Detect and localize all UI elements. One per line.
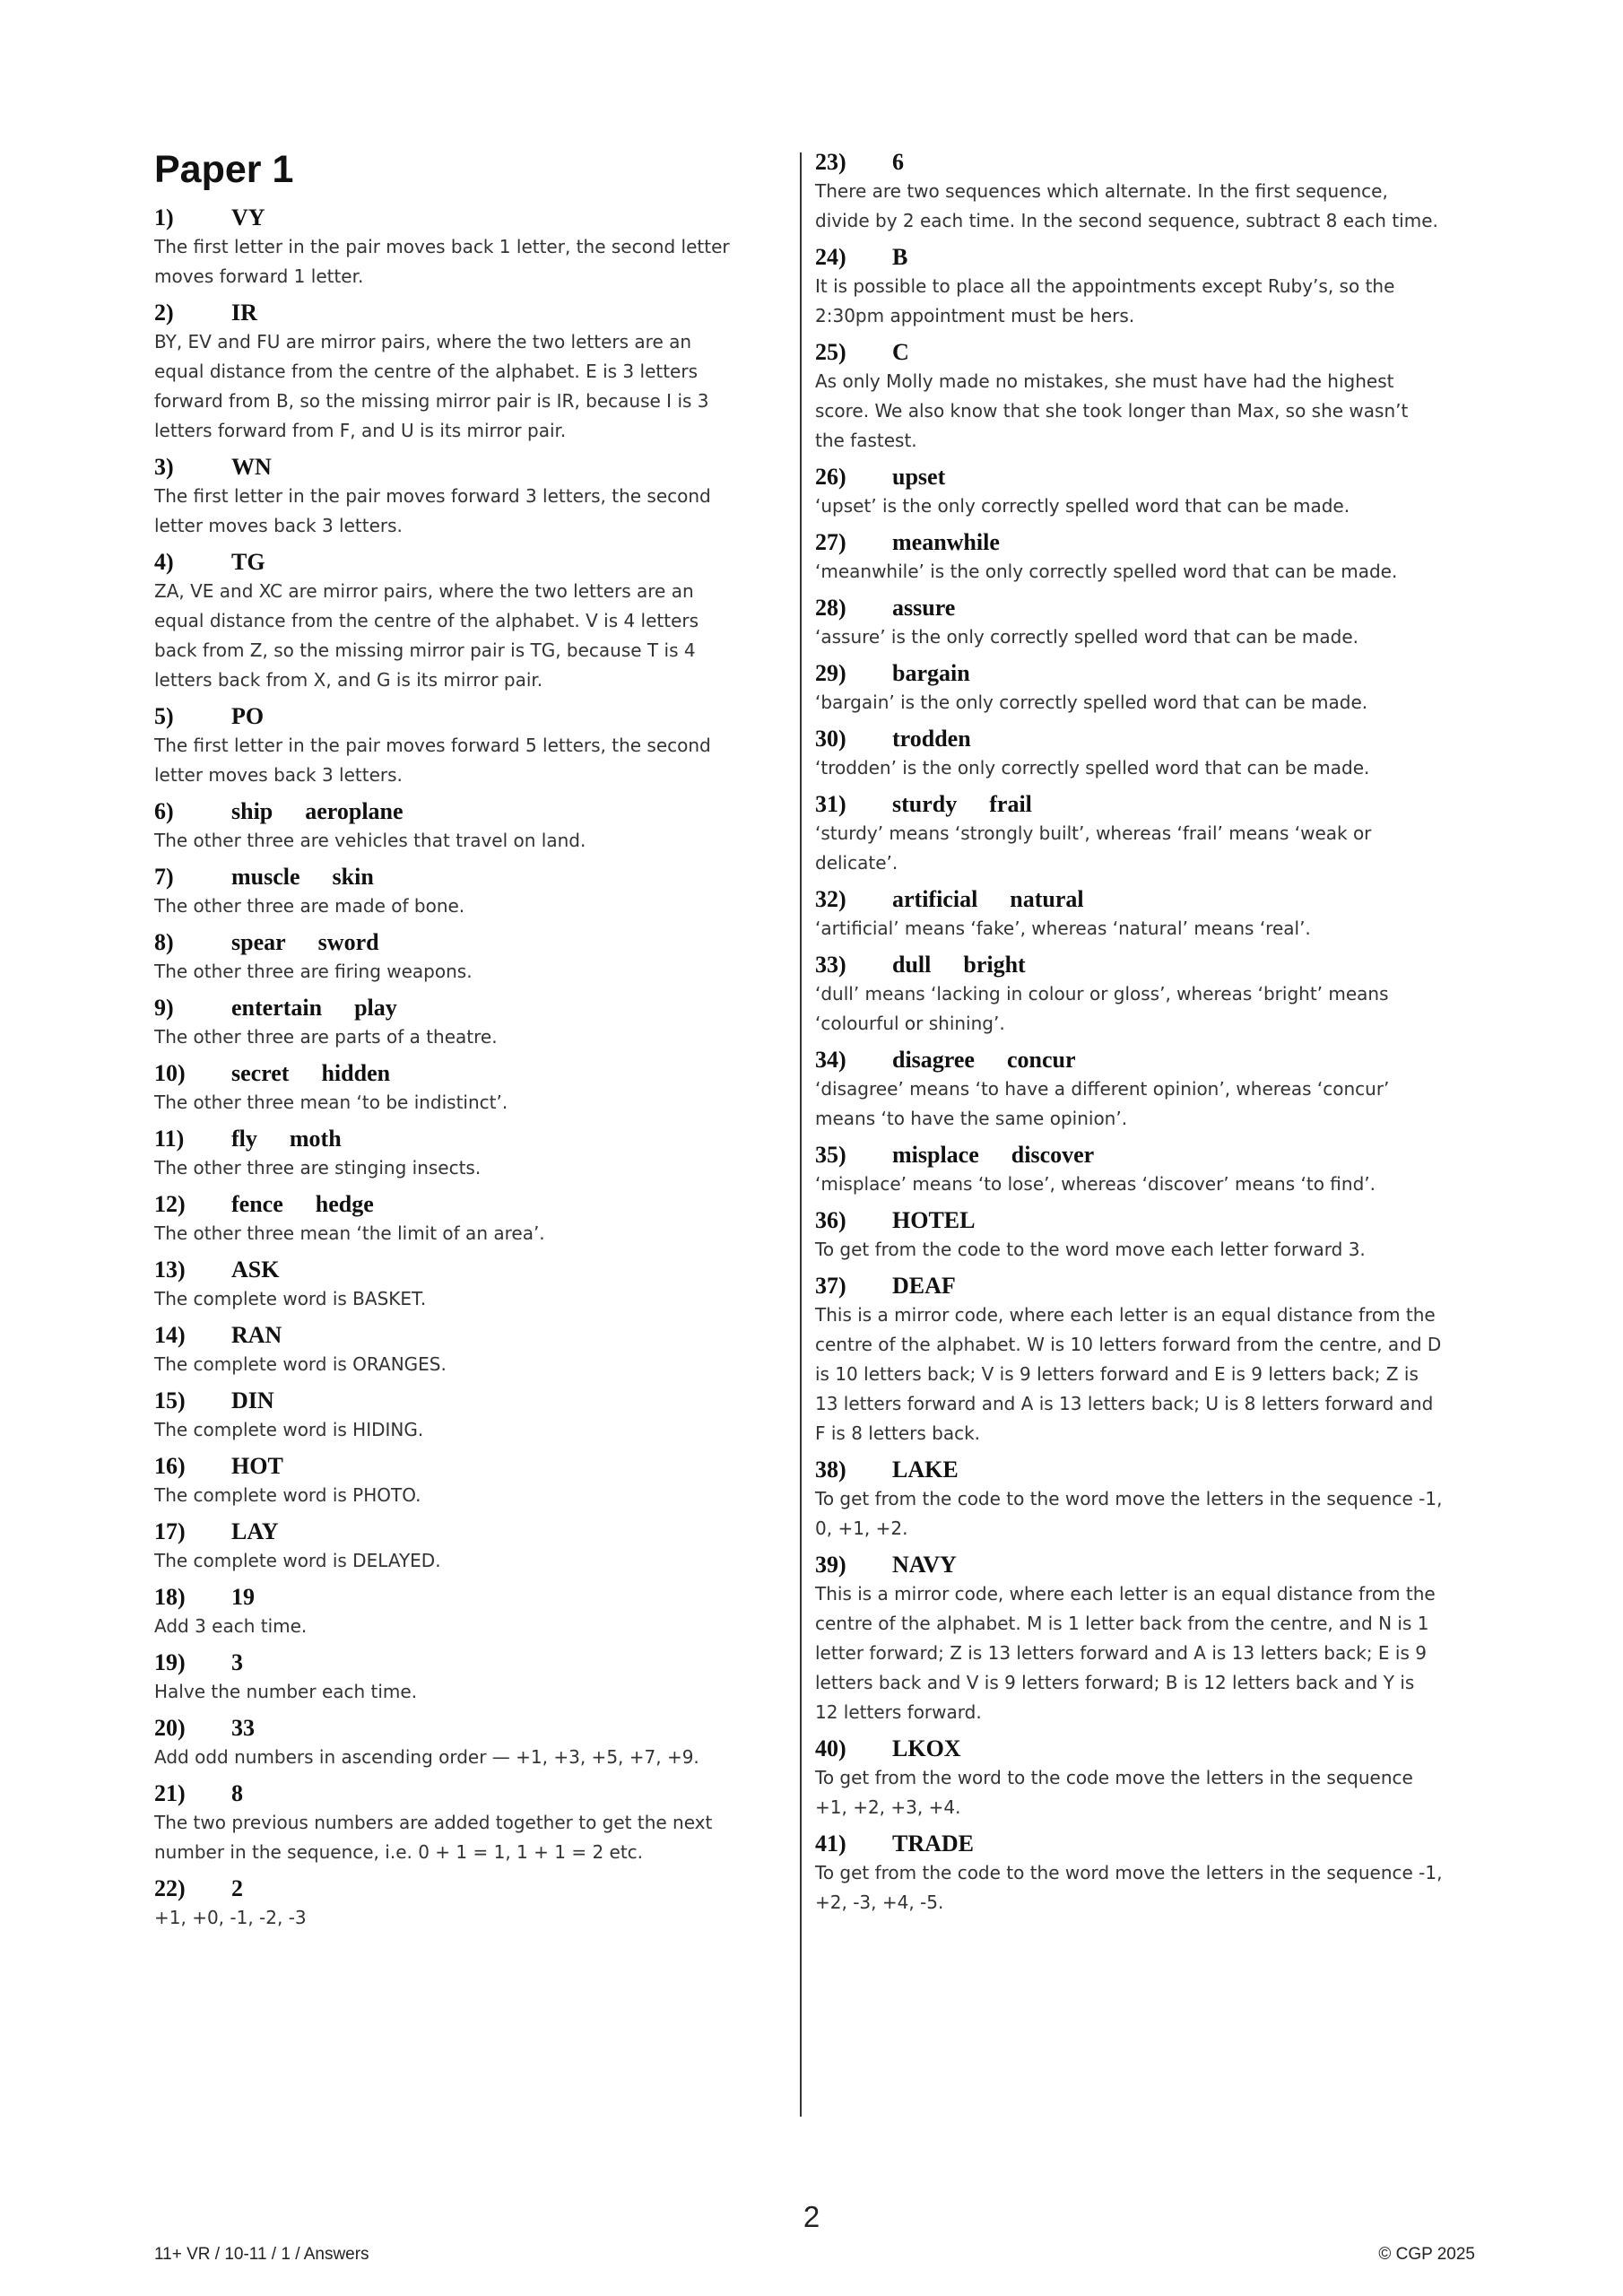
answer-heading	[815, 594, 1443, 622]
answer-heading	[154, 863, 746, 891]
answer-explanation: The first letter in the pair moves back 1 letter, the second letter moves forward 1 letter.	[154, 236, 730, 287]
answer-explanation: ‘bargain’ is the only correctly spelled word that can be made.	[815, 691, 1368, 713]
answer-heading	[815, 243, 1443, 272]
answer-explanation: ‘disagree’ means ‘to have a different opinion’, whereas ‘concur’ means ‘to have the same opinion’.	[815, 1078, 1390, 1129]
answer-heading	[154, 797, 746, 826]
answer-heading	[154, 1190, 746, 1219]
question-number: 40)	[815, 1735, 846, 1761]
question-number: 7)	[154, 864, 174, 890]
answer-item	[154, 1059, 746, 1118]
answer-heading	[154, 299, 746, 327]
answer-explanation: The complete word is DELAYED.	[154, 1550, 441, 1571]
question-number: 3)	[154, 454, 174, 480]
answer-word: B	[892, 244, 908, 270]
footer-copyright: © CGP 2025	[1378, 2245, 1475, 2264]
answer-item	[815, 725, 1443, 783]
question-number: 25)	[815, 339, 846, 365]
answer-heading	[154, 1321, 746, 1350]
answer-explanation: The two previous numbers are added together to get the next number in the sequence, i.e. 0 + 1 = 1, 1 + 1 = 2 etc.	[154, 1812, 713, 1863]
answer-item	[815, 1830, 1443, 1918]
answer-item	[154, 1518, 746, 1576]
answer-heading	[815, 1206, 1443, 1235]
question-number: 14)	[154, 1322, 186, 1348]
answer-explanation: The first letter in the pair moves forward 5 letters, the second letter moves back 3 letters.	[154, 735, 711, 786]
question-number: 39)	[815, 1552, 846, 1578]
answer-item	[815, 1272, 1443, 1448]
answer-heading	[154, 1714, 746, 1743]
question-number: 18)	[154, 1584, 186, 1610]
answer-word: ASK	[231, 1257, 280, 1283]
answer-item	[815, 148, 1443, 236]
answer-heading	[154, 994, 746, 1022]
answer-item	[154, 1387, 746, 1445]
answer-word: muscle	[231, 864, 300, 890]
answer-item	[815, 1735, 1443, 1822]
question-number: 36)	[815, 1207, 846, 1233]
answer-explanation: ‘meanwhile’ is the only correctly spelled word that can be made.	[815, 561, 1398, 582]
column-divider	[800, 152, 802, 2117]
answer-heading	[815, 1551, 1443, 1579]
answer-item	[815, 659, 1443, 718]
answer-heading	[815, 885, 1443, 914]
answer-word: moth	[289, 1126, 342, 1152]
answer-explanation: The other three mean ‘the limit of an area’.	[154, 1222, 545, 1244]
answer-word: disagree	[892, 1047, 975, 1073]
answer-heading	[154, 1452, 746, 1481]
answer-item	[815, 1551, 1443, 1727]
question-number: 17)	[154, 1518, 186, 1544]
question-number: 31)	[815, 791, 846, 817]
answer-heading	[815, 1141, 1443, 1170]
answer-explanation: The other three are made of bone.	[154, 895, 465, 917]
question-number: 23)	[815, 149, 846, 175]
question-number: 19)	[154, 1649, 186, 1675]
answer-item	[815, 528, 1443, 587]
answer-word: hidden	[321, 1060, 391, 1086]
answer-word: LKOX	[892, 1735, 961, 1761]
answer-heading	[154, 928, 746, 957]
answer-word: TG	[231, 549, 265, 575]
question-number: 12)	[154, 1191, 186, 1217]
question-number: 38)	[815, 1457, 846, 1483]
answer-explanation: This is a mirror code, where each letter is an equal distance from the centre of the alphabet. W is 10 letters forward from the centre, and D is 10 letters back; V is 9 letters forward and E is 9 letters back; Z is 13 letters forward and A is 13 letters back; U is 8 letters forward and F is 8 letters back.	[815, 1304, 1442, 1444]
answer-explanation: ‘artificial’ means ‘fake’, whereas ‘natural’ means ‘real’.	[815, 918, 1311, 939]
answer-heading	[815, 659, 1443, 688]
answer-item	[815, 1141, 1443, 1199]
answer-word: NAVY	[892, 1552, 957, 1578]
answer-item	[154, 1583, 746, 1641]
answer-explanation: ‘upset’ is the only correctly spelled word that can be made.	[815, 495, 1350, 517]
answer-word: sword	[317, 929, 379, 955]
answer-explanation: Add odd numbers in ascending order — +1, +3, +5, +7, +9.	[154, 1746, 699, 1768]
answer-explanation: The complete word is HIDING.	[154, 1419, 424, 1440]
answer-word: C	[892, 339, 909, 365]
answer-heading	[815, 790, 1443, 819]
answer-explanation: This is a mirror code, where each letter is an equal distance from the centre of the alphabet. M is 1 letter back from the centre, and N is 1 letter forward; Z is 13 letters forward and A is 13 letters back; E is 9 letters back and V is 9 letters forward; B is 12 letters back and Y is 12 letters forward.	[815, 1583, 1436, 1723]
answer-word: artificial	[892, 886, 978, 912]
answer-item	[815, 243, 1443, 331]
answer-word: assure	[892, 595, 956, 621]
answer-item	[815, 1456, 1443, 1544]
answer-word: frail	[989, 791, 1032, 817]
answer-item	[154, 928, 746, 987]
answer-word: dull	[892, 952, 932, 978]
answer-item	[815, 885, 1443, 944]
answer-word: VY	[231, 204, 265, 230]
answer-word: LAY	[231, 1518, 279, 1544]
answer-heading	[815, 951, 1443, 979]
answer-heading	[154, 204, 746, 232]
right-column	[815, 148, 1443, 1925]
answer-word: sturdy	[892, 791, 958, 817]
answer-word: IR	[231, 300, 257, 326]
question-number: 4)	[154, 549, 174, 575]
answer-word: bright	[963, 952, 1026, 978]
answer-explanation: The complete word is ORANGES.	[154, 1353, 447, 1375]
answer-heading	[815, 463, 1443, 491]
answer-explanation: Halve the number each time.	[154, 1681, 418, 1702]
answer-explanation: ‘assure’ is the only correctly spelled word that can be made.	[815, 626, 1359, 648]
answer-item	[154, 1321, 746, 1379]
answer-word: play	[354, 995, 397, 1021]
answer-item	[154, 1714, 746, 1772]
answer-heading	[154, 548, 746, 577]
answer-heading	[154, 1583, 746, 1612]
answer-word: bargain	[892, 660, 970, 686]
answer-word: fly	[231, 1126, 257, 1152]
answer-item	[815, 951, 1443, 1039]
answer-word: 6	[892, 149, 904, 175]
answer-heading	[815, 338, 1443, 367]
answer-item	[154, 797, 746, 856]
answer-word: 2	[231, 1875, 243, 1901]
answer-explanation: As only Molly made no mistakes, she must have had the highest score. We also know that she took longer than Max, so she wasn’t the fastest.	[815, 370, 1409, 451]
question-number: 6)	[154, 798, 174, 824]
answer-heading	[815, 1456, 1443, 1484]
answer-explanation: ‘trodden’ is the only correctly spelled word that can be made.	[815, 757, 1370, 778]
question-number: 26)	[815, 464, 846, 490]
answer-word: trodden	[892, 726, 971, 752]
paper-title: Paper 1	[154, 148, 294, 191]
answer-item	[815, 338, 1443, 456]
question-number: 30)	[815, 726, 846, 752]
answer-word: LAKE	[892, 1457, 959, 1483]
answer-heading	[154, 1256, 746, 1284]
answer-explanation: To get from the code to the word move the letters in the sequence -1, 0, +1, +2.	[815, 1488, 1443, 1539]
question-number: 20)	[154, 1715, 186, 1741]
question-number: 37)	[815, 1273, 846, 1299]
answer-word: DIN	[231, 1387, 274, 1413]
answer-heading	[154, 1874, 746, 1903]
question-number: 27)	[815, 529, 846, 555]
answer-heading	[154, 702, 746, 731]
answer-heading	[815, 148, 1443, 177]
answer-item	[154, 299, 746, 446]
answer-item	[154, 548, 746, 695]
page-number: 2	[803, 2200, 820, 2233]
answer-explanation: It is possible to place all the appointments except Ruby’s, so the 2:30pm appointment must be hers.	[815, 275, 1395, 326]
left-column	[154, 148, 746, 1940]
answer-explanation: BY, EV and FU are mirror pairs, where the two letters are an equal distance from the centre of the alphabet. E is 3 letters forward from B, so the missing mirror pair is IR, because I is 3 letters forward from F, and U is its mirror pair.	[154, 331, 709, 441]
answer-word: concur	[1006, 1047, 1076, 1073]
answer-word: WN	[231, 454, 272, 480]
answer-word: DEAF	[892, 1273, 956, 1299]
question-number: 28)	[815, 595, 846, 621]
answer-word: meanwhile	[892, 529, 1000, 555]
answer-item	[154, 204, 746, 291]
answer-explanation: The first letter in the pair moves forward 3 letters, the second letter moves back 3 letters.	[154, 485, 711, 536]
answer-explanation: Add 3 each time.	[154, 1615, 308, 1637]
answer-word: entertain	[231, 995, 323, 1021]
question-number: 5)	[154, 703, 174, 729]
answer-word: hedge	[315, 1191, 374, 1217]
answer-item	[154, 1190, 746, 1248]
answer-heading	[815, 725, 1443, 753]
answer-heading	[154, 1648, 746, 1677]
answer-explanation: To get from the word to the code move the letters in the sequence +1, +2, +3, +4.	[815, 1767, 1413, 1818]
answer-explanation: The other three are stinging insects.	[154, 1157, 482, 1178]
answer-item	[154, 1125, 746, 1183]
answer-item	[154, 994, 746, 1052]
answer-item	[154, 1874, 746, 1933]
answer-item	[154, 863, 746, 921]
question-number: 13)	[154, 1257, 186, 1283]
answer-explanation: There are two sequences which alternate. In the first sequence, divide by 2 each time. In the second sequence, subtract 8 each time.	[815, 180, 1438, 231]
answer-word: TRADE	[892, 1831, 975, 1857]
answer-heading	[154, 1779, 746, 1808]
right-question-list	[815, 148, 1443, 1918]
answer-explanation: To get from the code to the word move the letters in the sequence -1, +2, -3, +4, -5.	[815, 1862, 1443, 1913]
answer-explanation: ‘misplace’ means ‘to lose’, whereas ‘discover’ means ‘to find’.	[815, 1173, 1376, 1195]
answer-word: secret	[231, 1060, 290, 1086]
answer-word: PO	[231, 703, 265, 729]
answer-item	[154, 453, 746, 541]
answer-heading	[815, 1272, 1443, 1300]
answer-heading	[154, 1059, 746, 1088]
answer-explanation: ‘dull’ means ‘lacking in colour or gloss’, whereas ‘bright’ means ‘colourful or shining’.	[815, 983, 1389, 1034]
answer-explanation: ‘sturdy’ means ‘strongly built’, whereas ‘frail’ means ‘weak or delicate’.	[815, 822, 1372, 874]
question-number: 9)	[154, 995, 174, 1021]
answer-explanation: To get from the code to the word move each letter forward 3.	[815, 1239, 1366, 1260]
footer-reference: 11+ VR / 10-11 / 1 / Answers	[154, 2245, 369, 2264]
answer-word: natural	[1010, 886, 1084, 912]
question-number: 32)	[815, 886, 846, 912]
answer-word: aeroplane	[305, 798, 404, 824]
question-number: 10)	[154, 1060, 186, 1086]
question-number: 34)	[815, 1047, 846, 1073]
question-number: 15)	[154, 1387, 186, 1413]
answer-item	[815, 1046, 1443, 1134]
answer-item	[815, 1206, 1443, 1265]
answer-word: HOTEL	[892, 1207, 976, 1233]
answer-item	[154, 1648, 746, 1707]
answer-item	[154, 1256, 746, 1314]
answer-heading	[154, 1518, 746, 1546]
question-number: 35)	[815, 1142, 846, 1168]
answer-explanation: The complete word is BASKET.	[154, 1288, 427, 1309]
question-number: 2)	[154, 300, 174, 326]
question-number: 16)	[154, 1453, 186, 1479]
answer-item	[815, 463, 1443, 521]
answer-word: fence	[231, 1191, 283, 1217]
answer-heading	[154, 453, 746, 482]
answer-word: skin	[332, 864, 374, 890]
question-number: 41)	[815, 1831, 846, 1857]
answer-item	[154, 1452, 746, 1510]
left-question-list	[154, 204, 746, 1933]
answer-word: 8	[231, 1780, 243, 1806]
answer-word: misplace	[892, 1142, 979, 1168]
answer-word: 19	[231, 1584, 255, 1610]
answer-explanation: The other three mean ‘to be indistinct’.	[154, 1091, 508, 1113]
answer-heading	[815, 1046, 1443, 1074]
question-number: 11)	[154, 1126, 185, 1152]
answer-word: upset	[892, 464, 946, 490]
question-number: 1)	[154, 204, 174, 230]
answer-word: spear	[231, 929, 286, 955]
answer-explanation: The complete word is PHOTO.	[154, 1484, 421, 1506]
question-number: 8)	[154, 929, 174, 955]
answer-word: 3	[231, 1649, 243, 1675]
answer-word: discover	[1011, 1142, 1095, 1168]
answer-word: ship	[231, 798, 273, 824]
answer-heading	[154, 1387, 746, 1415]
answer-explanation: The other three are vehicles that travel on land.	[154, 830, 586, 851]
answer-explanation: +1, +0, -1, -2, -3	[154, 1907, 307, 1928]
answer-heading	[815, 1830, 1443, 1858]
question-number: 33)	[815, 952, 846, 978]
answer-explanation: ZA, VE and XC are mirror pairs, where the two letters are an equal distance from the centre of the alphabet. V is 4 letters back from Z, so the missing mirror pair is TG, because T is 4 letters back from X, and G is its mirror pair.	[154, 580, 699, 691]
answer-heading	[815, 1735, 1443, 1763]
question-number: 24)	[815, 244, 846, 270]
question-number: 22)	[154, 1875, 186, 1901]
answer-word: 33	[231, 1715, 255, 1741]
answer-explanation: The other three are parts of a theatre.	[154, 1026, 498, 1048]
answer-explanation: The other three are firing weapons.	[154, 961, 473, 982]
answer-item	[154, 702, 746, 790]
answer-heading	[154, 1125, 746, 1153]
question-number: 29)	[815, 660, 846, 686]
answer-word: HOT	[231, 1453, 283, 1479]
answer-item	[815, 594, 1443, 652]
answer-item	[154, 1779, 746, 1867]
answer-item	[815, 790, 1443, 878]
question-number: 21)	[154, 1780, 186, 1806]
answer-word: RAN	[231, 1322, 282, 1348]
answer-heading	[815, 528, 1443, 557]
